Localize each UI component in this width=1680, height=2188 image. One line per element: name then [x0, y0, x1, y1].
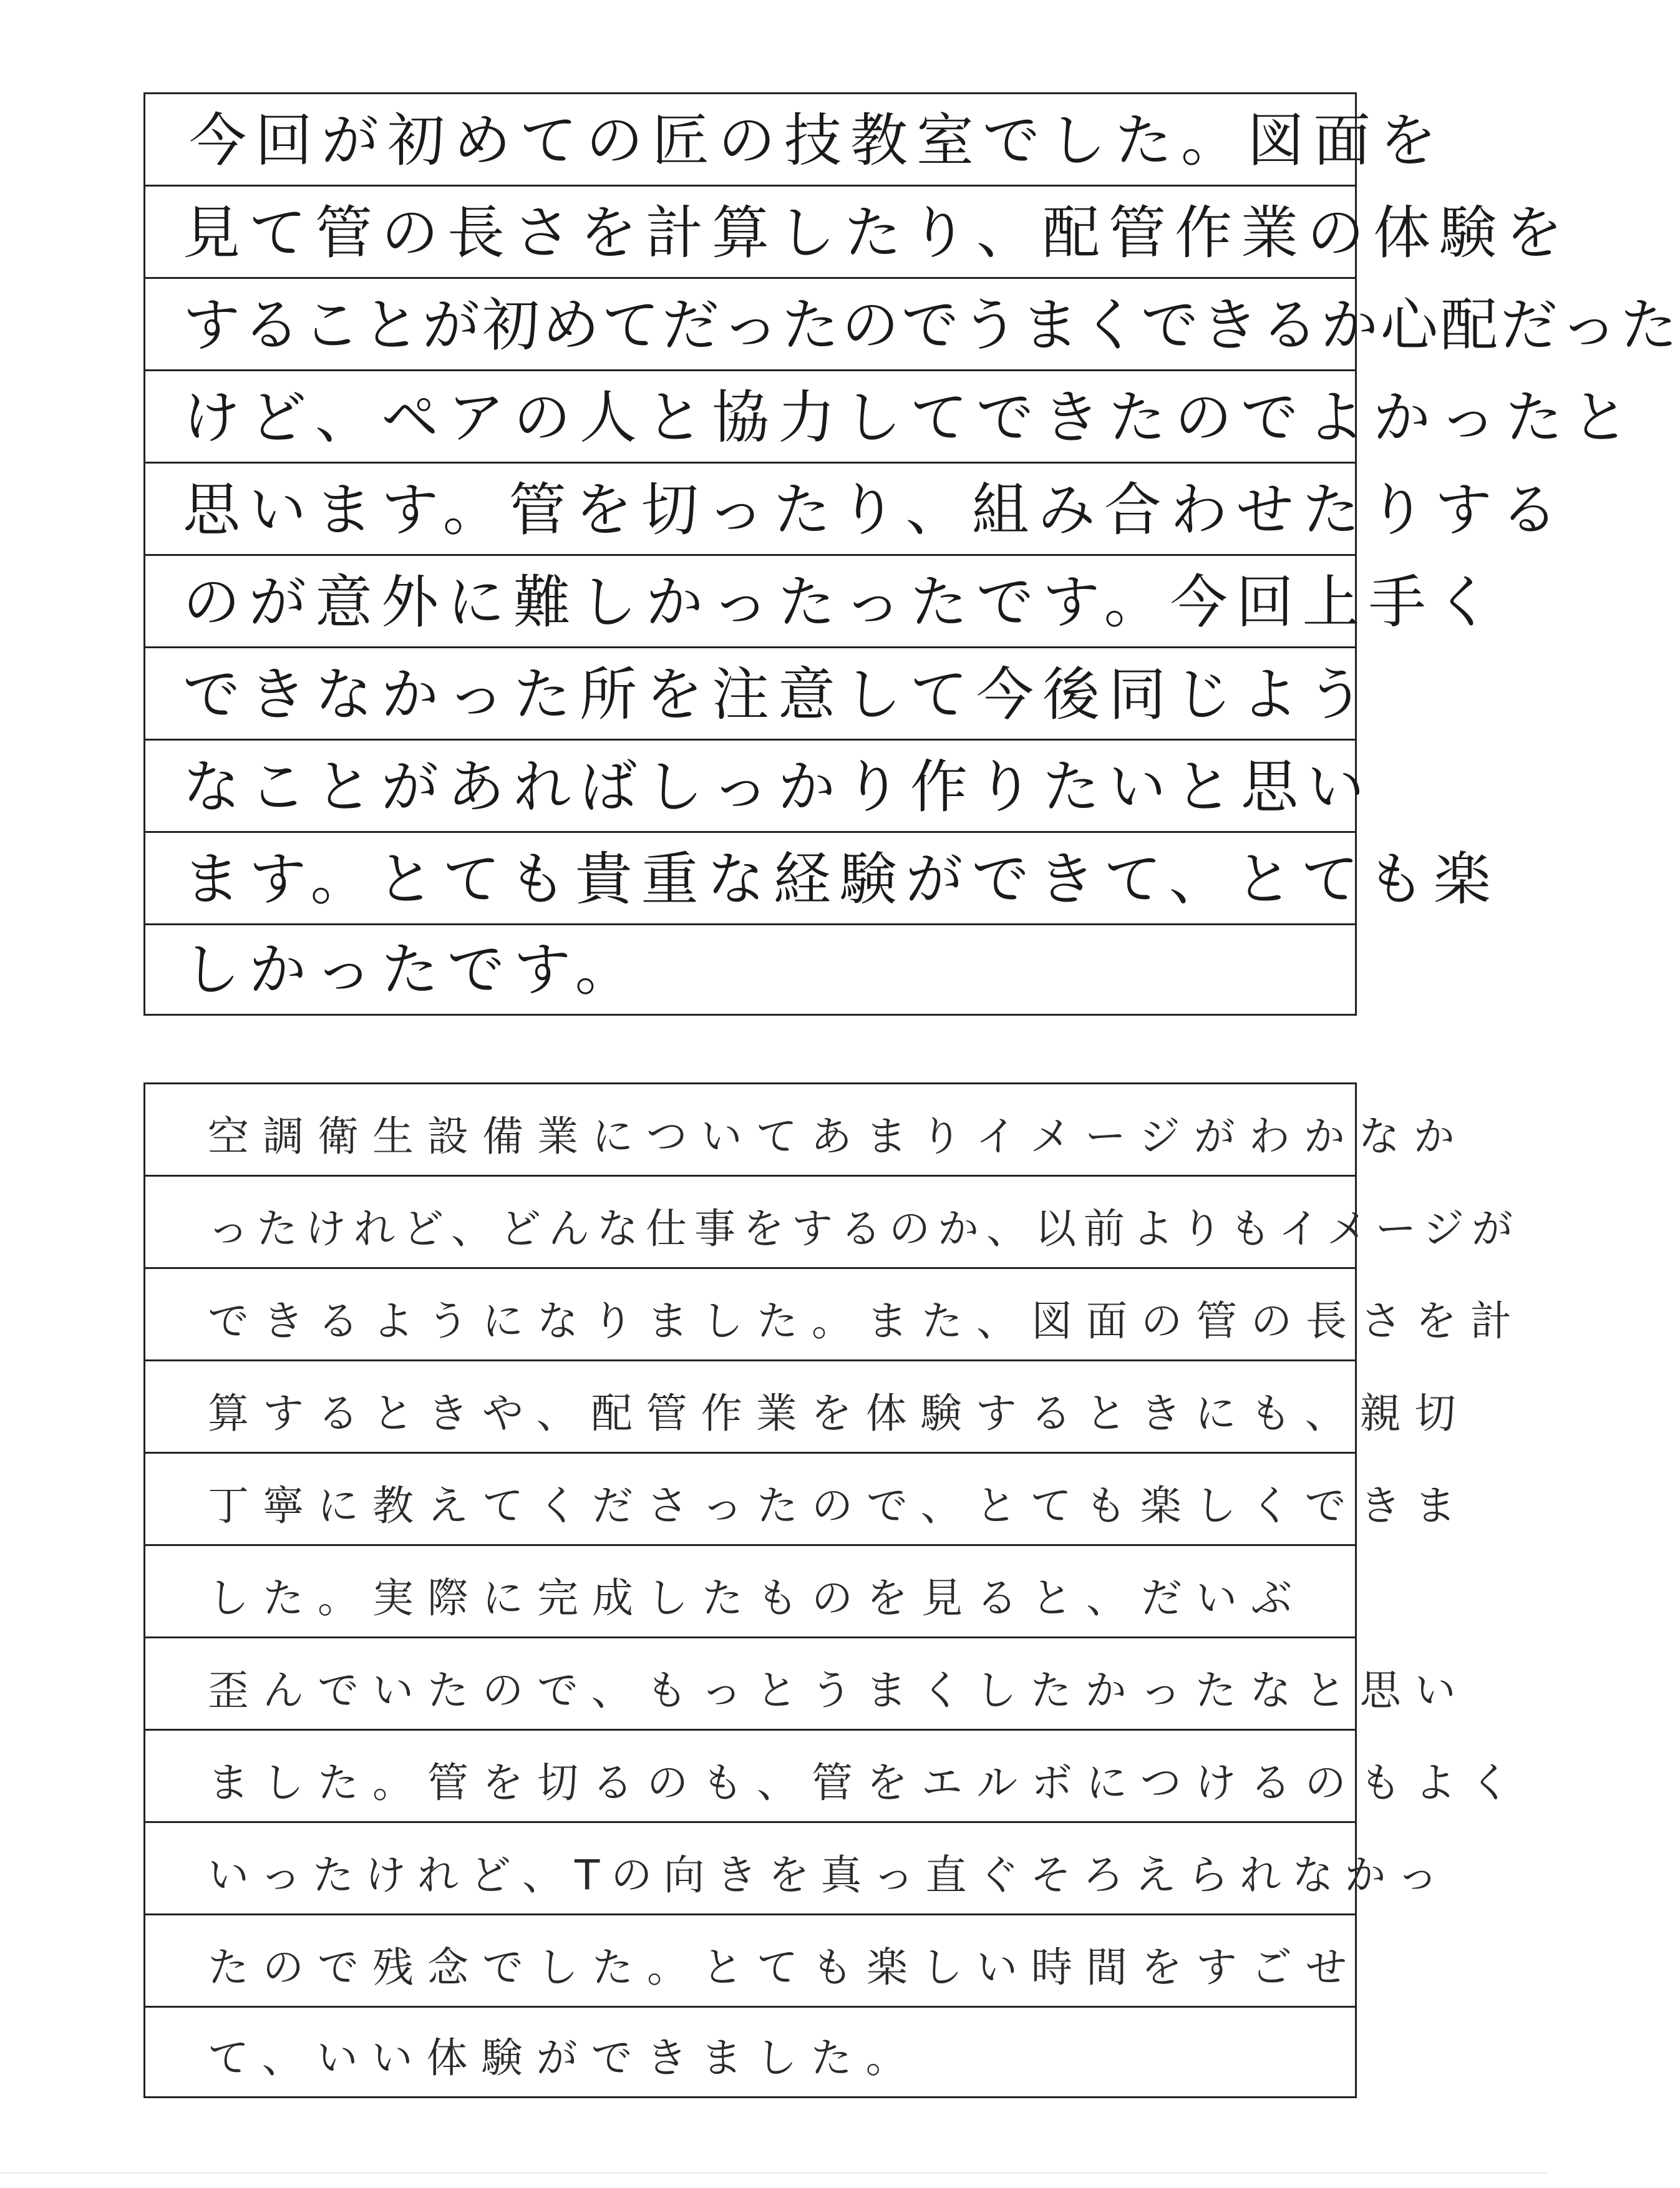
line-text: いったけれど、Tの向きを真っ直ぐそろえられなかっ: [208, 1851, 1450, 1899]
line-text: けど、ペアの人と協力してできたのでよかったと: [183, 384, 1638, 451]
essay-1-line: [145, 462, 1567, 554]
essay-2-line: [145, 1544, 1355, 1636]
line-text: 今回が初めての匠の技教室でした。図面を: [189, 107, 1446, 174]
essay-2: [143, 1082, 1525, 2098]
essay-2-line: [145, 1359, 1470, 1452]
essay-1: [143, 92, 1680, 1016]
essay-2-line: [145, 1082, 1469, 1175]
line-text: 歪んでいたので、もっとうまくしたかったなと思い: [208, 1666, 1470, 1714]
essay-2-line: [145, 1729, 1525, 1821]
essay-2-line: [145, 2006, 1355, 2098]
line-text: できるようになりました。また、図面の管の長さを計: [208, 1297, 1525, 1345]
line-text: ます。とても貴重な経験ができて、とても楽: [183, 846, 1500, 913]
line-text: しかったです。: [183, 936, 641, 1003]
line-text: することが初めてだったのでうまくできるか心配だった: [183, 292, 1680, 359]
essay-2-line: [145, 1913, 1361, 2006]
line-text: した。実際に完成したものを見ると、だいぶ: [208, 1574, 1306, 1622]
line-text: のが意外に難しかったったです。今回上手く: [183, 569, 1501, 636]
essay-2-line: [145, 1821, 1450, 1913]
essay-1-line: [145, 277, 1680, 369]
essay-1-line: [145, 923, 1355, 1016]
essay-2-line: [145, 1636, 1470, 1729]
essay-1-line: [145, 185, 1572, 277]
line-text: 思います。管を切ったり、組み合わせたりする: [183, 477, 1567, 543]
line-text: できなかった所を注意して今後同じよう: [183, 661, 1374, 728]
essay-2-line: [145, 1452, 1470, 1544]
line-text: なことがあればしっかり作りたいと思い: [183, 754, 1374, 820]
essay-1-line: [145, 646, 1374, 739]
essay-2-line: [145, 1267, 1525, 1359]
essay-1-line: [145, 92, 1446, 185]
line-text: 丁寧に教えてくださったので、とても楽しくできま: [208, 1482, 1470, 1530]
essay-1-line: [145, 369, 1638, 462]
essay-1-line: [145, 739, 1374, 831]
line-text: 算するときや、配管作業を体験するときにも、親切: [208, 1389, 1470, 1437]
line-text: たので残念でした。とても楽しい時間をすごせ: [208, 1943, 1361, 1991]
essay-2-line: [145, 1175, 1521, 1267]
essay-1-line: [145, 554, 1501, 646]
line-text: ました。管を切るのも、管をエルボにつけるのもよく: [208, 1759, 1525, 1807]
line-text: 空調衛生設備業についてあまりイメージがわかなか: [208, 1112, 1469, 1160]
line-text: て、いい体験ができました。: [208, 2034, 921, 2082]
line-text: 見て管の長さを計算したり、配管作業の体験を: [183, 200, 1572, 266]
page-bottom-rule: [0, 2172, 1547, 2174]
essay-1-line: [145, 831, 1500, 923]
line-text: ったけれど、どんな仕事をするのか、以前よりもイメージが: [208, 1205, 1521, 1253]
